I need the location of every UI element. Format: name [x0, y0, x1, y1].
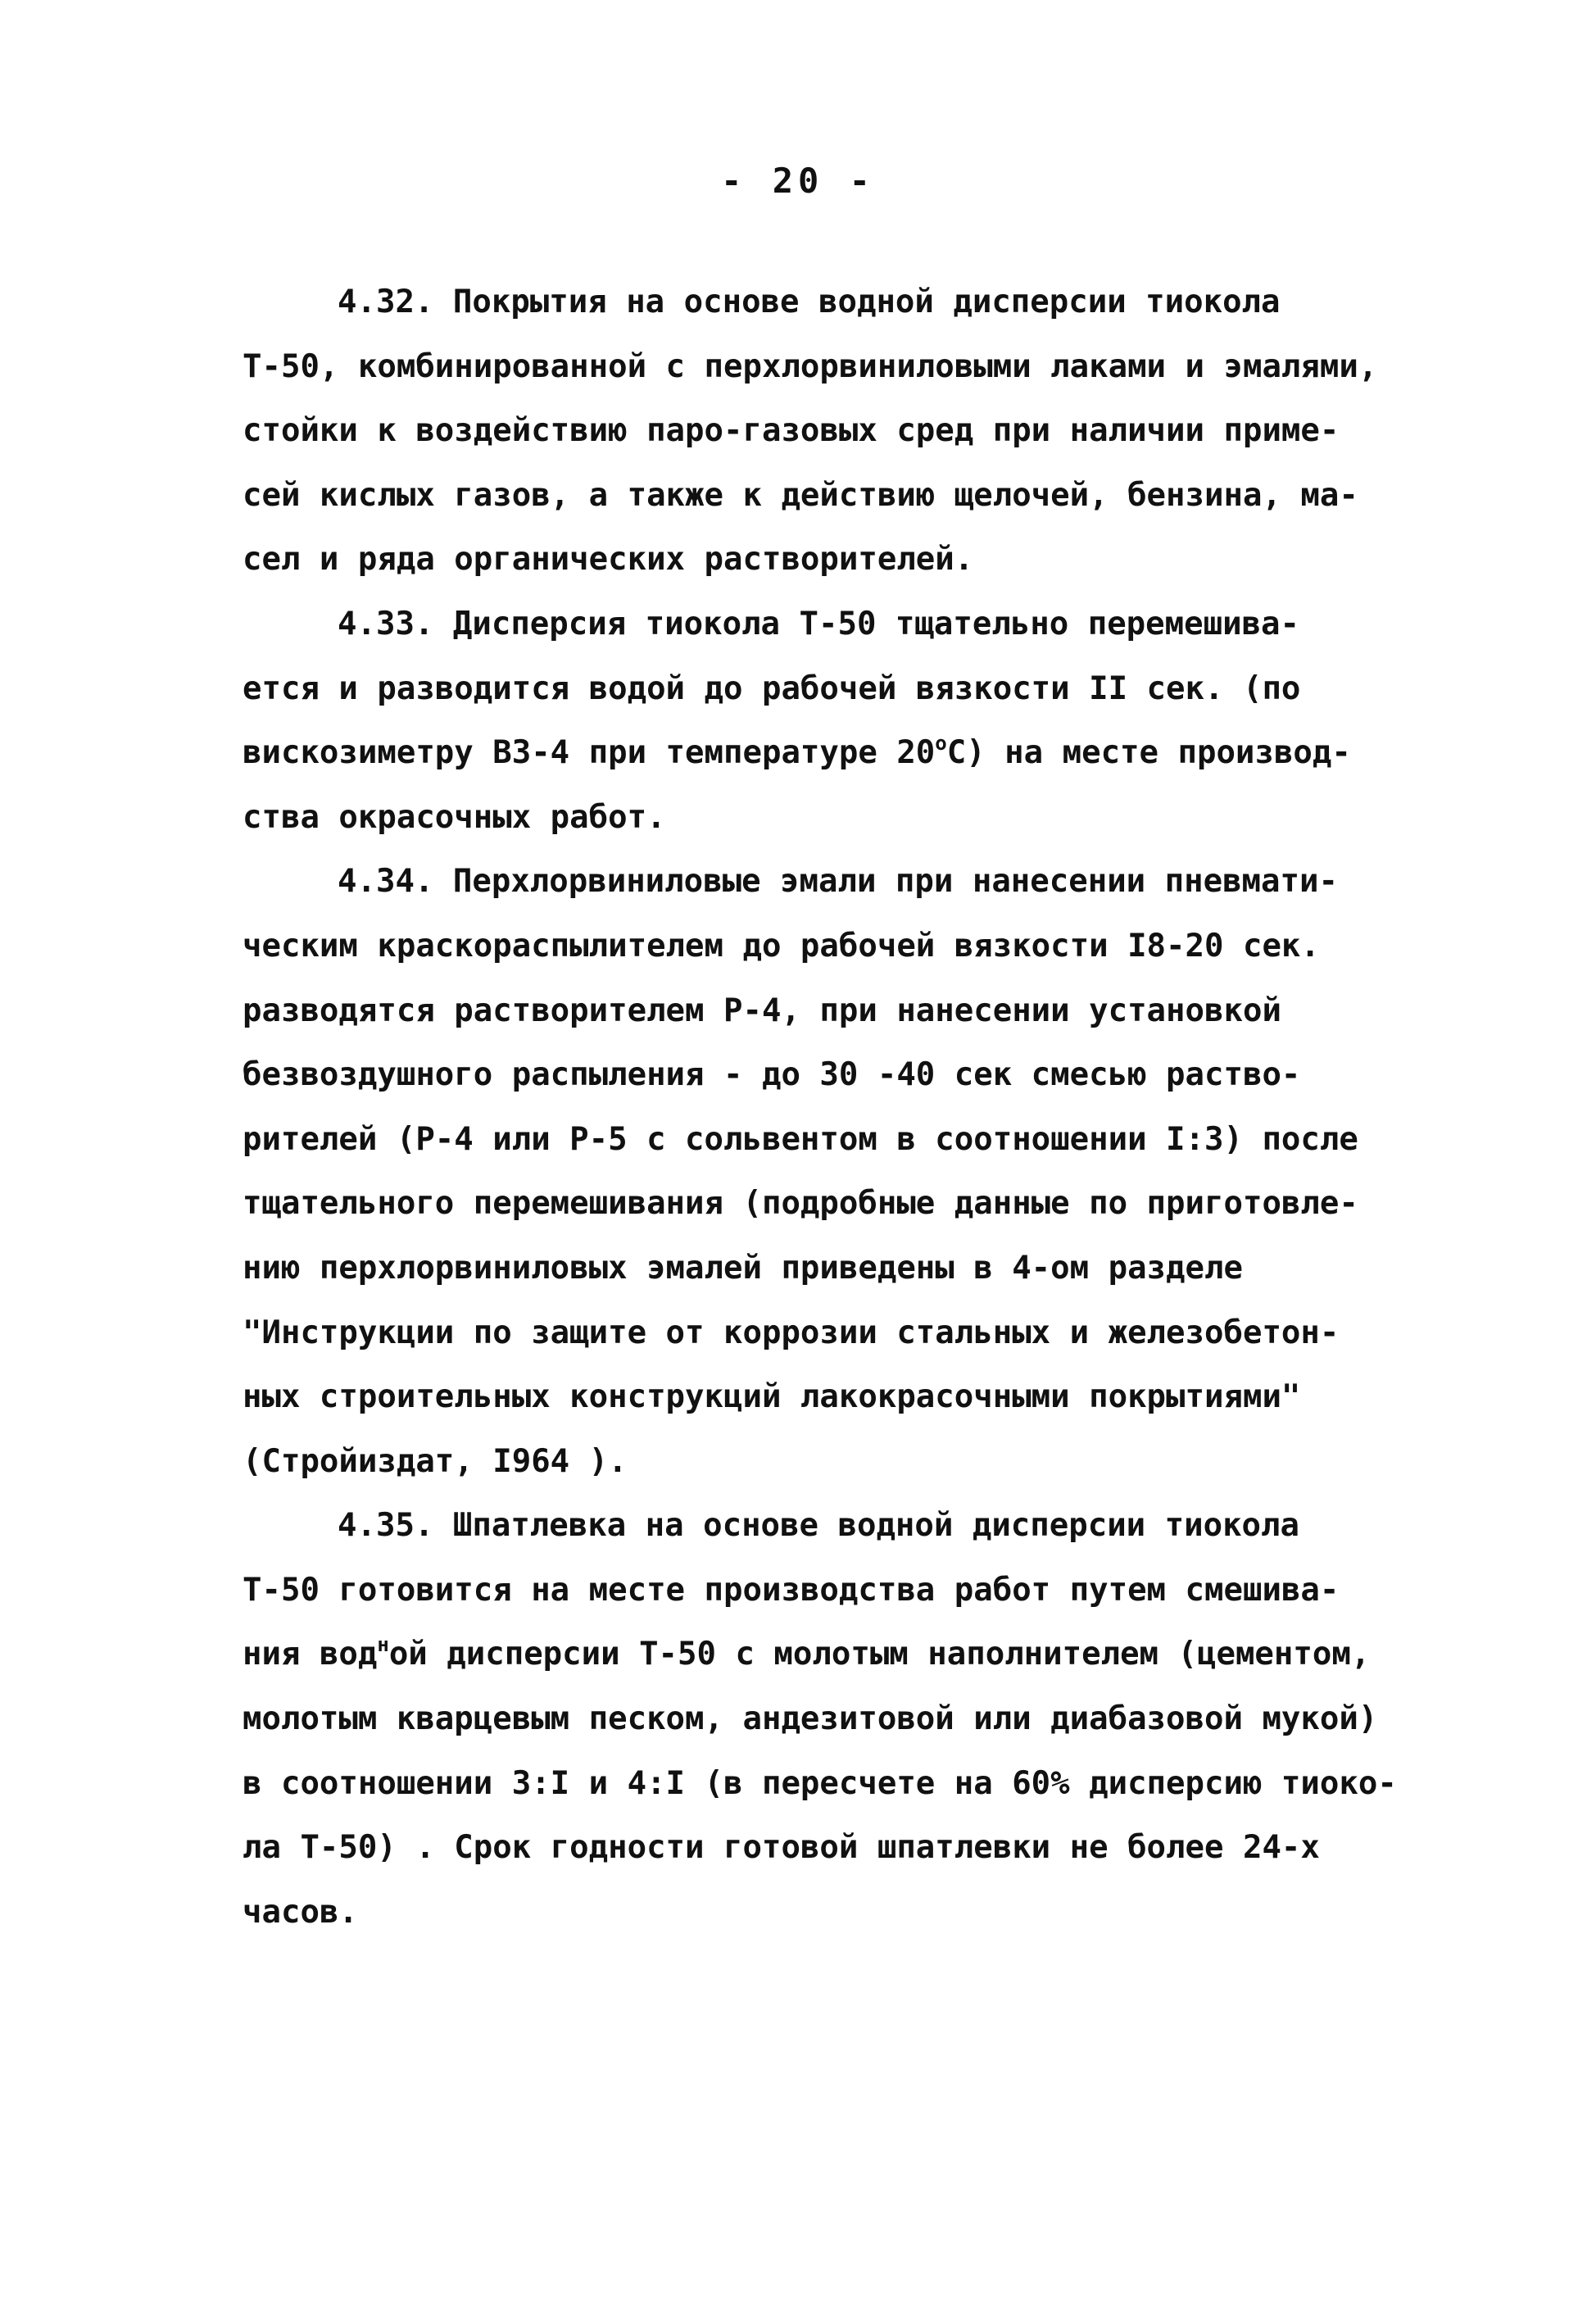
degree-superscript: о	[935, 732, 947, 756]
paragraph-4-34-line-7: нию перхлорвиниловых эмалей приведены в 4-ом разделе	[243, 1249, 1243, 1287]
paragraph-4-34-line-1: 4.34. Перхлорвиниловые эмали при нанесении пневмати-	[338, 863, 1338, 901]
paragraph-4-35-line-3	[243, 1623, 1422, 1687]
paragraph-4-32-line-2: Т-50, комбинированной с перхлорвиниловыми лаками и эмалями,	[243, 347, 1378, 385]
paragraph-4-35-line-2: Т-50 готовится на месте производства работ путем смешива-	[243, 1571, 1340, 1609]
paragraph-4-32-line-1: 4.32. Покрытия на основе водной дисперсии тиокола	[338, 284, 1281, 320]
paragraph-4-35-line-7: часов.	[243, 1893, 358, 1931]
paragraph-4-34-line-6: тщательного перемешивания (подробные данные по приготовле-	[243, 1185, 1358, 1223]
paragraph-4-32-line-4: сей кислых газов, а также к действию щелочей, бензина, ма-	[243, 476, 1358, 514]
line-text: С) на месте производ-	[946, 734, 1351, 772]
paragraph-4-33-line-4: ства окрасочных работ.	[243, 798, 666, 836]
paragraph-4-35-line-1: 4.35. Шпатлевка на основе водной дисперсии тиокола	[338, 1507, 1299, 1545]
paragraph-4-35-line-5: в соотношении 3:I и 4:I (в пересчете на 60% дисперсию тиоко-	[243, 1764, 1397, 1802]
paragraph-4-34-line-9: ных строительных конструкций лакокрасочными покрытиями"	[243, 1378, 1301, 1416]
paragraph-4-34-line-10: (Стройиздат, I964 ).	[243, 1442, 628, 1480]
paragraph-4-34-line-4: безвоздушного распыления - до 30 -40 сек смесью раство-	[243, 1056, 1301, 1094]
paragraph-4-35-line-6: ла Т-50) . Срок годности готовой шпатлевки не более 24-х	[243, 1829, 1320, 1867]
handwritten-correction: н	[377, 1633, 389, 1657]
line-text: вискозиметру ВЗ-4 при температуре 20	[243, 734, 936, 772]
document-body	[243, 270, 1422, 1945]
paragraph-4-32-line-5: сел и ряда органических растворителей.	[243, 541, 974, 579]
paragraph-4-34-line-2: ческим краскораспылителем до рабочей вязкости I8-20 сек.	[243, 927, 1320, 965]
paragraph-4-35-line-4: молотым кварцевым песком, андезитовой или диабазовой мукой)	[243, 1700, 1378, 1738]
paragraph-4-34-line-8: "Инструкции по защите от коррозии стальных и железобетон-	[243, 1314, 1340, 1351]
paragraph-4-32-line-3: стойки к воздействию паро-газовых сред при наличии приме-	[243, 412, 1340, 450]
paragraph-4-34-line-5: рителей (Р-4 или Р-5 с сольвентом в соотношении I:3) после	[243, 1120, 1358, 1158]
line-text: ой дисперсии Т-50 с молотым наполнителем (цементом,	[388, 1636, 1371, 1673]
paragraph-4-33-line-1: 4.33. Дисперсия тиокола Т-50 тщательно перемешива-	[338, 605, 1299, 642]
line-text: ния вод	[243, 1636, 378, 1673]
paragraph-4-33-line-2: ется и разводится водой до рабочей вязкости II сек. (по	[243, 670, 1301, 707]
page-number: - 20 -	[721, 161, 875, 201]
paragraph-4-34-line-3: разводятся растворителем Р-4, при нанесении установкой	[243, 992, 1281, 1029]
paragraph-4-33-line-3	[243, 721, 1422, 786]
